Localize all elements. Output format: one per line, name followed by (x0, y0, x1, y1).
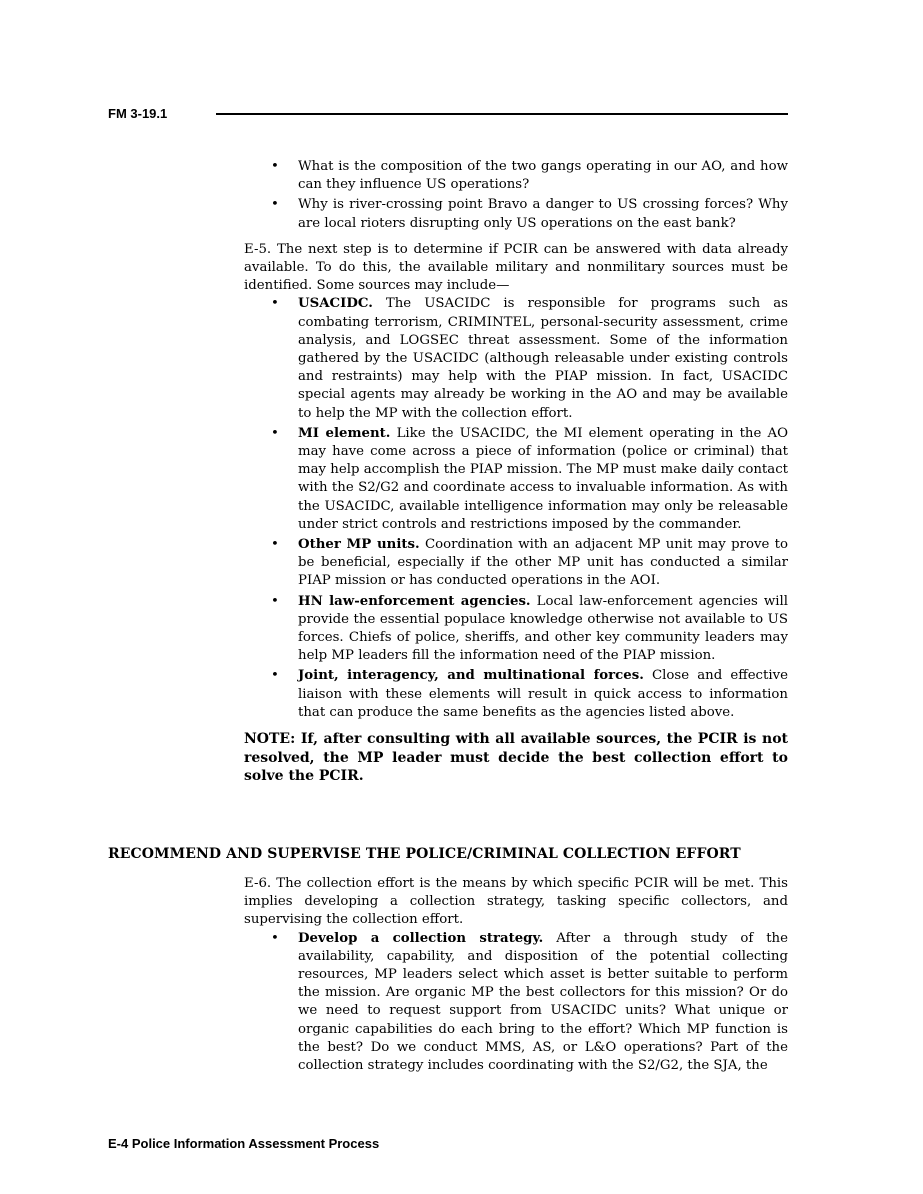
source-term: Joint, interagency, and multinational forces. (298, 668, 644, 684)
source-text: Local law-enforcement agencies will provide the essential populace knowledge otherwise not available to US forces. Chiefs of police, sheriffs, and other key community leaders may help MP leaders fill the information need of the PIAP mission. (298, 593, 788, 664)
bullet-icon: • (271, 159, 279, 174)
source-term: MI element. (298, 425, 391, 441)
page-footer: E-4 Police Information Assessment Process (108, 1136, 380, 1151)
bullet-icon: • (271, 425, 279, 441)
list-item (271, 295, 788, 422)
source-text: Coordination with an adjacent MP unit may prove to be beneficial, especially if the other MP unit has conducted a similar PIAP mission or has conducted operations in the AOI. (298, 537, 788, 589)
body-block-2 (244, 875, 788, 1075)
list-item (271, 425, 788, 534)
question-list (244, 158, 788, 233)
sources-list (244, 295, 788, 722)
list-item (271, 196, 788, 232)
bullet-icon: • (271, 668, 279, 684)
source-text: Like the USACIDC, the MI element operating in the AO may have come across a piece of information (police or criminal) that may help accomplish the PIAP mission. The MP must make daily contact with the S2/G2 and coordinate access to invaluable information. As with the USACIDC, available intelligence information may only be releasable under strict controls and restrictions imposed by the commander. (298, 425, 788, 532)
source-term: Other MP units. (298, 537, 420, 553)
paragraph-e5: E-5. The next step is to determine if PCIR can be answered with data already available. To do this, the available military and nonmilitary sources must be identified. Some sources may include— (244, 241, 788, 294)
body-block-1 (244, 158, 788, 786)
source-term: HN law-enforcement agencies. (298, 593, 531, 609)
question-text: What is the composition of the two gangs operating in our AO, and how can they influence US operations? (298, 159, 788, 193)
list-item (271, 536, 788, 591)
list-item (271, 593, 788, 666)
source-text: Close and effective liaison with these elements will result in quick access to information that can produce the same benefits as the agencies listed above. (298, 668, 788, 720)
strategy-list (244, 930, 788, 1076)
list-item (271, 158, 788, 194)
bullet-icon: • (271, 296, 279, 312)
note-block: NOTE: If, after consulting with all available sources, the PCIR is not resolved, the MP leader must decide the best collection effort to solve the PCIR. (244, 731, 788, 785)
section-heading: RECOMMEND AND SUPERVISE THE POLICE/CRIMINAL COLLECTION EFFORT (108, 846, 741, 862)
page-header-id: FM 3-19.1 (108, 106, 168, 121)
bullet-icon: • (271, 197, 279, 213)
source-text: The USACIDC is responsible for programs such as combating terrorism, CRIMINTEL, personal-security assessment, crime analysis, and LOGSEC threat assessment. Some of the information gathered by the USACIDC (although releasable under existing controls and restraints) may help with the PIAP mission. In fact, USACIDC special agents may already be working in the AO and may be available to help the MP with the collection effort. (298, 296, 788, 421)
source-term: USACIDC. (298, 296, 373, 312)
bullet-icon: • (271, 593, 279, 609)
list-item (271, 667, 788, 722)
header-rule (216, 113, 788, 115)
question-text: Why is river-crossing point Bravo a danger to US crossing forces? Why are local rioters disrupting only US operations on the east bank? (298, 197, 788, 231)
item-text: After a through study of the availability, capability, and disposition of the potential collecting resources, MP leaders select which asset is better suitable to perform the mission. Are organic MP the best collectors for this mission? Or do we need to request support from USACIDC units? What unique or organic capabilities do each bring to the effort? Which MP function is the best? Do we conduct MMS, AS, or L&O operations? Part of the collection strategy includes coordinating with the S2/G2, the SJA, the (298, 930, 788, 1074)
list-item (271, 930, 788, 1076)
bullet-icon: • (271, 930, 279, 946)
paragraph-e6: E-6. The collection effort is the means by which specific PCIR will be met. This implies developing a collection strategy, tasking specific collectors, and supervising the collection effort. (244, 876, 788, 928)
bullet-icon: • (271, 537, 279, 553)
item-term: Develop a collection strategy. (298, 930, 544, 946)
